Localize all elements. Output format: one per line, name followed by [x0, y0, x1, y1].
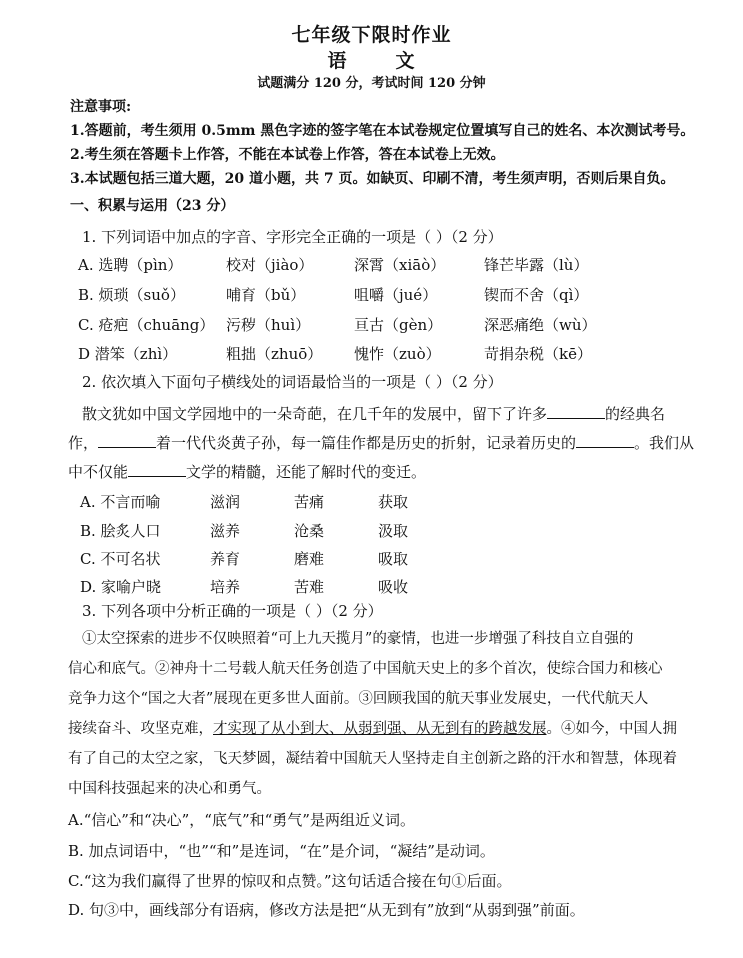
q1-option-d-3: 愧怍（zuò） — [354, 345, 441, 363]
q3-passage-line-2: 信心和底气。②神舟十二号载人航天任务创造了中国航天史上的多个首次，使综合国力和核心 — [68, 661, 663, 677]
question-3-stem: 3. 下列各项中分析正确的一项是（ ）（2 分） — [82, 602, 383, 620]
q2-option-b-2: 滋养 — [210, 522, 241, 540]
q2-option-a-4: 获取 — [378, 493, 409, 511]
fill-blank-4 — [128, 462, 186, 477]
q1-option-c-4: 深恶痛绝（wù） — [484, 316, 597, 334]
q1-option-b-2: 哺育（bǔ） — [226, 286, 306, 304]
q3-passage-line-1: ①太空探索的进步不仅映照着“可上九天揽月”的豪情，也进一步增强了科技自立自强的 — [82, 631, 634, 647]
q2-text: 作， — [68, 434, 99, 452]
q2-text: 散文犹如中国文学园地中的一朵奇葩，在几千年的发展中，留下了许多 — [82, 405, 548, 423]
q3-option-a: A.“信心”和“决心”，“底气”和“勇气”是两组近义词。 — [68, 811, 415, 829]
fill-blank-2 — [98, 433, 156, 448]
q2-option-a-2: 滋润 — [210, 493, 241, 511]
notice-item-3: 3.本试题包括三道大题，20 道小题，共 7 页。如缺页、印刷不清，考生须声明，否则后果自负。 — [70, 171, 675, 187]
q2-passage-line-3 — [68, 462, 426, 482]
q2-option-d-1: D. 家喻户晓 — [80, 578, 162, 596]
q1-option-d-1: D 潜笨（zhì） — [78, 345, 178, 363]
q3-option-b: B. 加点词语中，“也”“和”是连词，“在”是介词，“凝结”是动词。 — [68, 842, 495, 860]
q3-option-d: D. 句③中，画线部分有语病，修改方法是把“从无到有”放到“从弱到强”前面。 — [68, 901, 585, 919]
q2-text: 的经典名 — [605, 405, 666, 423]
q2-text: 中不仅能 — [68, 463, 129, 481]
q3-passage-line-5: 有了自己的太空之家，飞天梦圆，凝结着中国航天人坚持走自主创新之路的汗水和智慧，体现着 — [68, 751, 677, 767]
notice-item-2: 2.考生须在答题卡上作答，不能在本试卷上作答，答在本试卷上无效。 — [70, 147, 505, 163]
q2-option-d-3: 苦难 — [294, 578, 325, 596]
q2-option-c-2: 养育 — [210, 550, 241, 568]
exam-info: 试题满分 120 分，考试时间 120 分钟 — [257, 76, 486, 91]
q3-passage-line-4 — [68, 719, 677, 739]
question-2-stem: 2. 依次填入下面句子横线处的词语最恰当的一项是（ ）（2 分） — [82, 373, 503, 391]
q1-option-c-3: 亘古（gèn） — [354, 316, 443, 334]
notice-item-1: 1.答题前，考生须用 0.5mm 黑色字迹的签字笔在本试卷规定位置填写自己的姓名、本次测试考号。 — [70, 123, 695, 139]
subject-title — [0, 46, 743, 73]
q1-option-b-1: B. 烦琐（suǒ） — [78, 286, 185, 304]
q2-option-b-4: 汲取 — [378, 522, 409, 540]
section-heading: 一、积累与运用（23 分） — [70, 198, 235, 214]
q1-option-a-3: 深霄（xiāò） — [354, 256, 446, 274]
q1-option-c-1: C. 疮疤（chuāng） — [78, 316, 215, 334]
q2-text: 文学的精髓，还能了解时代的变迁。 — [186, 463, 427, 481]
underlined-sentence: 才实现了从小到大、从弱到强、从无到有的跨越发展 — [213, 721, 547, 737]
fill-blank-1 — [547, 404, 605, 419]
notice-heading: 注意事项: — [70, 99, 132, 115]
q2-option-d-4: 吸收 — [378, 578, 409, 596]
q3-text: 。④如今，中国人拥 — [546, 721, 677, 737]
q3-text: 接续奋斗、攻坚克难， — [68, 721, 213, 737]
q1-option-a-1: A. 选聘（pìn） — [78, 256, 183, 274]
q1-option-c-2: 污秽（huì） — [226, 316, 311, 334]
q3-option-c: C.“这为我们赢得了世界的惊叹和点赞。”这句话适合接在句①后面。 — [68, 872, 512, 890]
q2-option-c-4: 吸取 — [378, 550, 409, 568]
page-title: 七年级下限时作业 — [291, 24, 452, 46]
q2-option-b-3: 沧桑 — [294, 522, 325, 540]
q2-option-c-1: C. 不可名状 — [80, 550, 161, 568]
fill-blank-3 — [576, 433, 634, 448]
q2-text: 。我们从 — [634, 434, 695, 452]
q2-option-c-3: 磨难 — [294, 550, 325, 568]
q3-passage-line-6: 中国科技强起来的决心和勇气。 — [68, 781, 271, 797]
q2-text: 着一代代炎黄子孙，每一篇佳作都是历史的折射，记录着历史的 — [156, 434, 577, 452]
q3-passage-line-3: 竞争力这个“国之大者”展现在更多世人面前。③回顾我国的航天事业发展史，一代代航天人 — [68, 691, 649, 707]
q1-option-b-4: 锲而不舍（qì） — [484, 286, 589, 304]
q2-option-a-1: A. 不言而喻 — [80, 493, 161, 511]
q2-passage-line-2 — [68, 433, 694, 453]
q1-option-a-2: 校对（jiào） — [226, 256, 314, 274]
q2-option-d-2: 培养 — [210, 578, 241, 596]
q1-option-b-3: 咀嚼（jué） — [354, 286, 438, 304]
subject-char-1: 语 — [327, 50, 348, 72]
q1-option-a-4: 锋芒毕露（lù） — [484, 256, 589, 274]
q2-option-a-3: 苦痛 — [294, 493, 325, 511]
q2-passage-line-1 — [82, 404, 665, 424]
q2-option-b-1: B. 脍炙人口 — [80, 522, 161, 540]
q1-option-d-4: 苛捐杂税（kē） — [484, 345, 592, 363]
question-1-stem: 1. 下列词语中加点的字音、字形完全正确的一项是（ ）（2 分） — [82, 228, 503, 246]
subject-char-2: 文 — [395, 50, 416, 72]
q1-option-d-2: 粗拙（zhuō） — [226, 345, 323, 363]
